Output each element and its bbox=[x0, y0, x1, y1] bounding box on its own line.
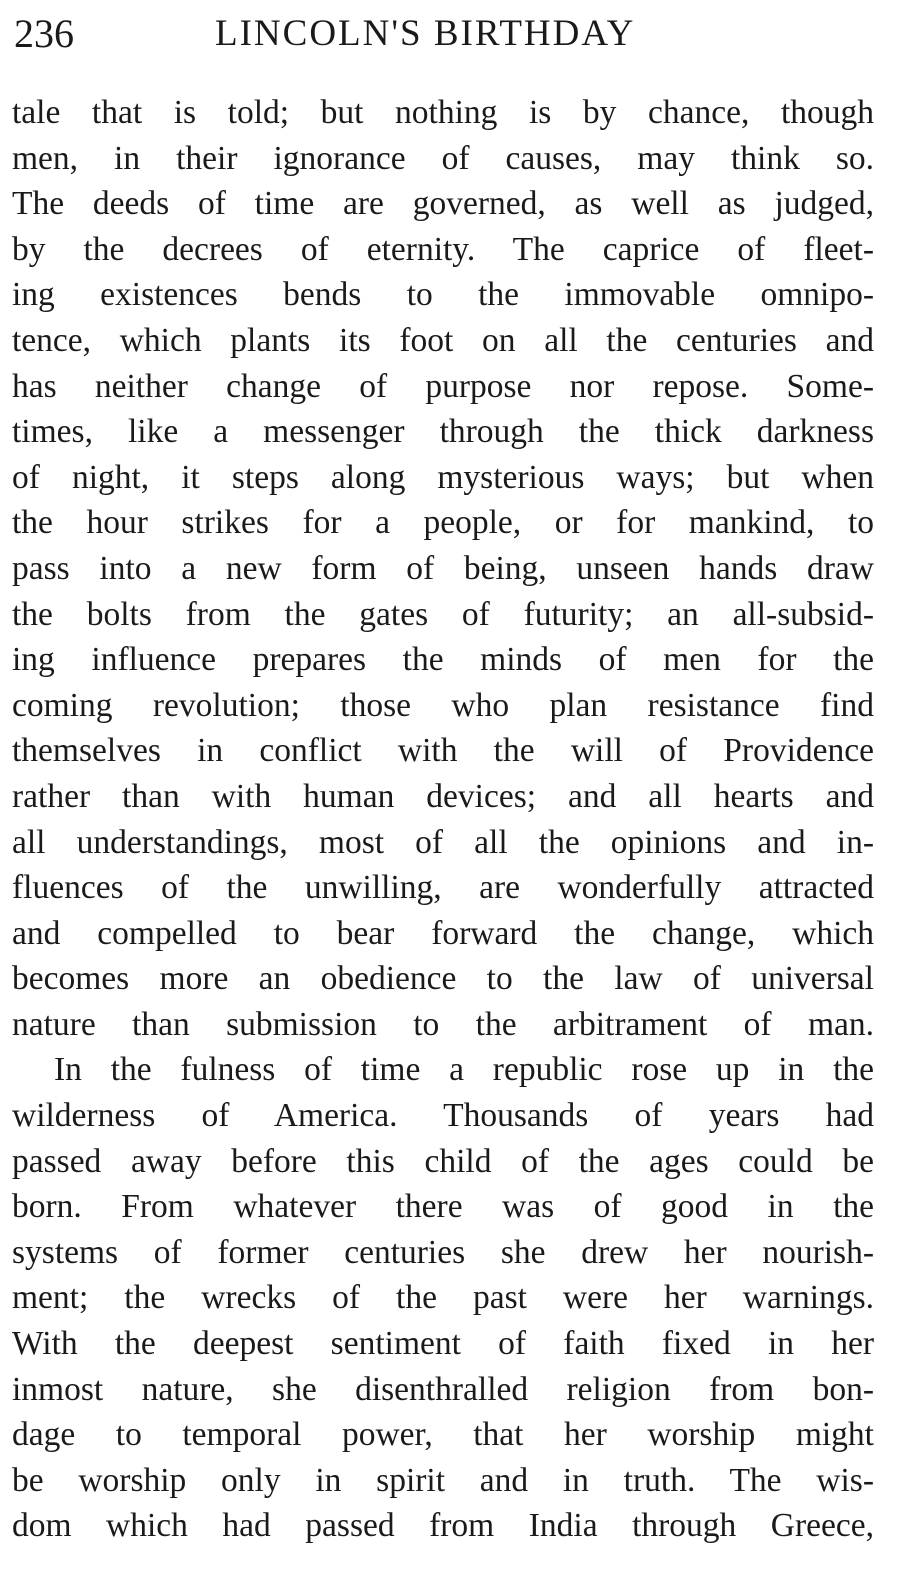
running-title: LINCOLN'S BIRTHDAY bbox=[215, 13, 636, 54]
text-line: born. From whatever there was of good in the bbox=[12, 1188, 874, 1226]
text-line: becomes more an obedience to the law of universal bbox=[12, 960, 874, 998]
text-line: With the deepest sentiment of faith fixed in her bbox=[12, 1325, 874, 1363]
text-line: times, like a messenger through the thick darkness bbox=[12, 413, 874, 451]
text-line: of night, it steps along mysterious ways; but when bbox=[12, 458, 874, 496]
text-line: be worship only in spirit and in truth. The wis- bbox=[12, 1461, 874, 1499]
text-line: pass into a new form of being, unseen hands draw bbox=[12, 549, 874, 587]
text-line: themselves in conflict with the will of Providence bbox=[12, 732, 874, 770]
text-line: The deeds of time are governed, as well as judged, bbox=[12, 185, 874, 223]
text-line: tence, which plants its foot on all the centuries and bbox=[12, 321, 874, 359]
text-line: dom which had passed from India through Greece, bbox=[12, 1507, 874, 1545]
text-line: all understandings, most of all the opinions and in- bbox=[12, 823, 874, 861]
text-line: dage to temporal power, that her worship might bbox=[12, 1416, 874, 1454]
text-line: ing influence prepares the minds of men for the bbox=[12, 641, 874, 679]
text-line: fluences of the unwilling, are wonderfully attracted bbox=[12, 869, 874, 907]
paragraph-2 bbox=[12, 1047, 874, 1549]
text-line: the hour strikes for a people, or for mankind, to bbox=[12, 504, 874, 542]
text-line: wilderness of America. Thousands of years had bbox=[12, 1097, 874, 1135]
body-text bbox=[12, 90, 874, 1549]
text-line: ing existences bends to the immovable omnipo- bbox=[12, 276, 874, 314]
text-line: In the fulness of time a republic rose up in the bbox=[54, 1051, 874, 1089]
text-line: passed away before this child of the ages could be bbox=[12, 1142, 874, 1180]
text-line: the bolts from the gates of futurity; an all-subsid- bbox=[12, 595, 874, 633]
text-line: coming revolution; those who plan resistance find bbox=[12, 686, 874, 724]
text-line: nature than submission to the arbitrament of man. bbox=[12, 1005, 874, 1043]
text-line: by the decrees of eternity. The caprice of fleet- bbox=[12, 230, 874, 268]
running-head bbox=[10, 6, 872, 66]
text-line: ment; the wrecks of the past were her warnings. bbox=[12, 1279, 874, 1317]
text-line: tale that is told; but nothing is by chance, though bbox=[12, 94, 874, 131]
paragraph-1 bbox=[12, 90, 874, 1047]
text-line: men, in their ignorance of causes, may think so. bbox=[12, 139, 874, 177]
text-line: rather than with human devices; and all hearts and bbox=[12, 777, 874, 815]
text-line: has neither change of purpose nor repose. Some- bbox=[12, 367, 874, 405]
page-number: 236 bbox=[14, 11, 74, 56]
text-line: systems of former centuries she drew her nourish- bbox=[12, 1233, 874, 1271]
text-line: inmost nature, she disenthralled religion from bon- bbox=[12, 1370, 874, 1408]
text-line: and compelled to bear forward the change, which bbox=[12, 914, 874, 952]
